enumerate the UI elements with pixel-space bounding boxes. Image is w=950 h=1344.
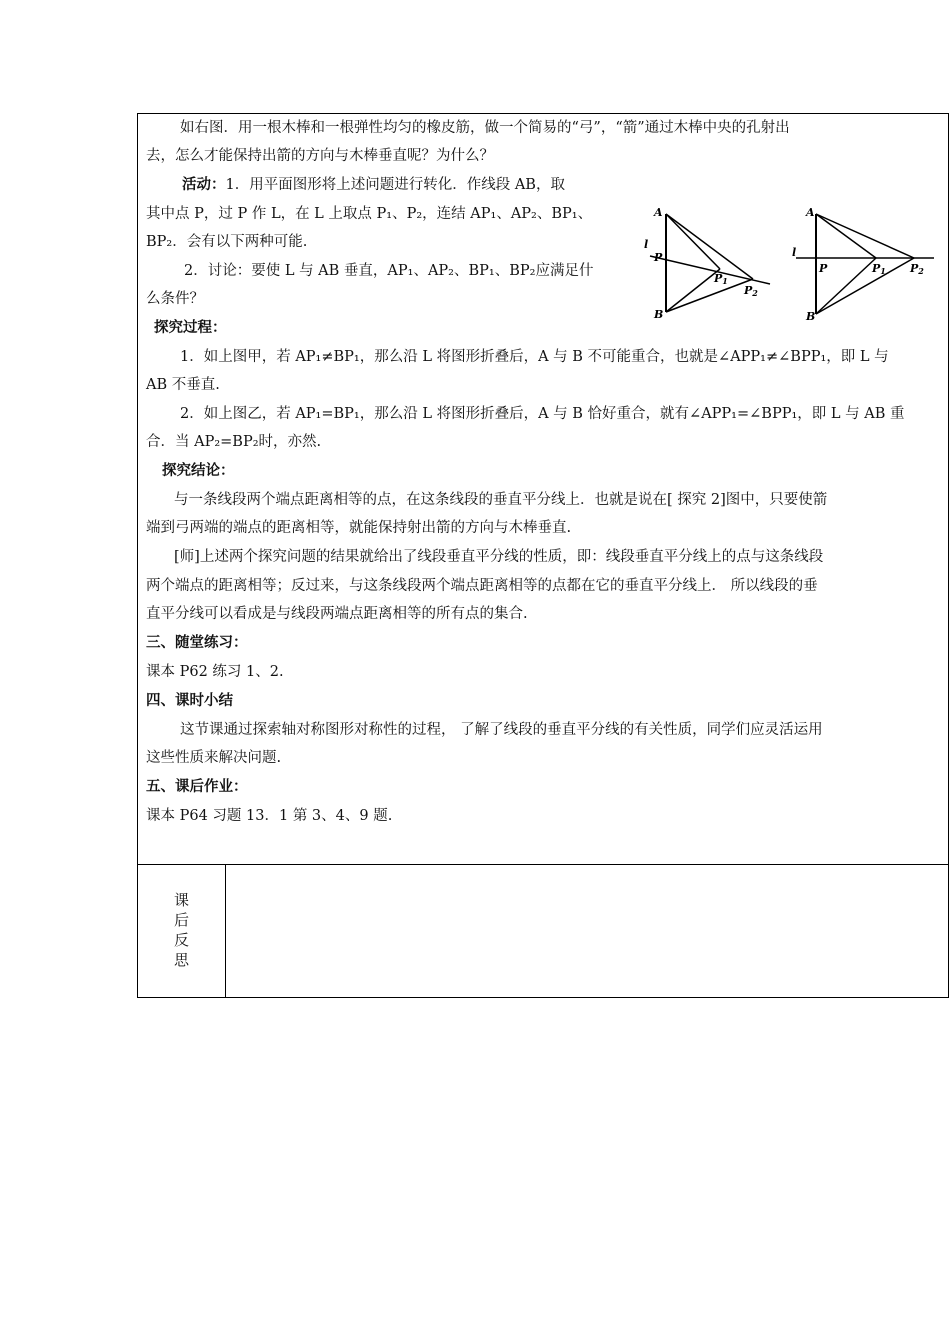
figure-b-diagram: [786, 206, 936, 326]
label-p2: P2: [910, 262, 924, 276]
intro-line-1: 如右图．用一根木棒和一根弹性均匀的橡皮筋，做一个简易的“弓”，“箭”通过木棒中央的孔射出: [180, 120, 790, 136]
label-p: P: [654, 251, 663, 264]
practice-heading: 三、随堂练习：: [146, 635, 248, 651]
conclusion-c1-line-2: 端到弓两端的端点的距离相等，就能保持射出箭的方向与木棒垂直.: [146, 520, 572, 536]
discuss-line-2: 么条件？: [146, 291, 204, 307]
process-p1-line-2: AB 不垂直.: [146, 377, 220, 393]
conclusion-heading: 探究结论：: [162, 463, 235, 479]
lesson-table: [137, 113, 949, 998]
label-l: l: [792, 246, 797, 259]
summary-heading: 四、课时小结: [146, 693, 233, 709]
label-l: l: [644, 238, 649, 251]
lesson-content-cell: [138, 114, 948, 865]
process-p1-line-1: 1．如上图甲，若 AP₁≠BP₁，那么沿 L 将图形折叠后，A 与 B 不可能重合，也就是∠APP₁≠∠BPP₁，即 L 与: [180, 349, 889, 365]
reflection-char: 后: [173, 911, 189, 929]
process-heading: 探究过程：: [154, 320, 227, 336]
homework-text: 课本 P64 习题 13．1 第 3、4、9 题.: [146, 808, 393, 824]
activity-line-3: BP₂．会有以下两种可能.: [146, 234, 308, 250]
label-p1: P1: [872, 262, 886, 276]
activity-line-2: 其中点 P，过 P 作 L，在 L 上取点 P₁、P₂，连结 AP₁、AP₂、BP₁、: [146, 206, 593, 222]
label-p1: P1: [714, 272, 728, 286]
practice-text: 课本 P62 练习 1、2.: [146, 664, 284, 680]
reflection-row: [138, 864, 948, 997]
label-p2: P2: [744, 284, 758, 298]
segment-ap1: [666, 214, 720, 269]
discuss-line-1: 2．讨论：要使 L 与 AB 垂直，AP₁、AP₂、BP₁、BP₂应满足什: [184, 263, 594, 279]
summary-line-2: 这些性质来解决问题.: [146, 750, 282, 766]
intro-line-2: 去，怎么才能保持出箭的方向与木棒垂直呢？为什么？: [146, 148, 494, 164]
conclusion-c1-line-1: 与一条线段两个端点距离相等的点，在这条线段的垂直平分线上．也就是说在[ 探究 2]图中，只要使箭: [174, 492, 828, 508]
label-b: B: [806, 310, 816, 323]
label-a: A: [654, 206, 663, 219]
label-a: A: [806, 206, 815, 219]
segment-ap1: [816, 214, 876, 258]
activity-line-1: [182, 174, 565, 196]
segment-bp1: [666, 269, 720, 312]
label-b: B: [654, 308, 664, 321]
reflection-char: 课: [173, 891, 189, 909]
activity-text-1: 1．用平面图形将上述问题进行转化．作线段 AB，取: [225, 177, 565, 193]
conclusion-c2-line-2: 两个端点的距离相等；反过来，与这条线段两个端点距离相等的点都在它的垂直平分线上． 所以线段的垂: [146, 578, 818, 594]
activity-label: 活动：: [182, 177, 226, 193]
process-p2-line-2: 合．当 AP₂=BP₂时，亦然.: [146, 434, 322, 450]
homework-heading: 五、课后作业：: [146, 779, 248, 795]
segment-bp2: [666, 279, 753, 312]
reflection-char: 反: [173, 931, 189, 949]
process-p2-line-1: 2．如上图乙，若 AP₁=BP₁，那么沿 L 将图形折叠后，A 与 B 恰好重合，就有∠APP₁=∠BPP₁，即 L 与 AB 重: [180, 406, 905, 422]
label-p: P: [819, 262, 828, 275]
summary-line-1: 这节课通过探索轴对称图形对称性的过程， 了解了线段的垂直平分线的有关性质，同学们应灵活运用: [180, 722, 823, 738]
reflection-label-cell: [138, 864, 226, 997]
segment-ap2: [816, 214, 914, 258]
conclusion-c2-line-3: 直平分线可以看成是与线段两端点距离相等的所有点的集合.: [146, 606, 528, 622]
segment-bp2: [816, 258, 914, 314]
reflection-label: [138, 890, 225, 970]
conclusion-c2-line-1: [师]上述两个探究问题的结果就给出了线段垂直平分线的性质，即：线段垂直平分线上的点与这条线段: [174, 549, 824, 565]
reflection-char: 思: [173, 951, 189, 969]
figure-a-diagram: [638, 206, 778, 326]
